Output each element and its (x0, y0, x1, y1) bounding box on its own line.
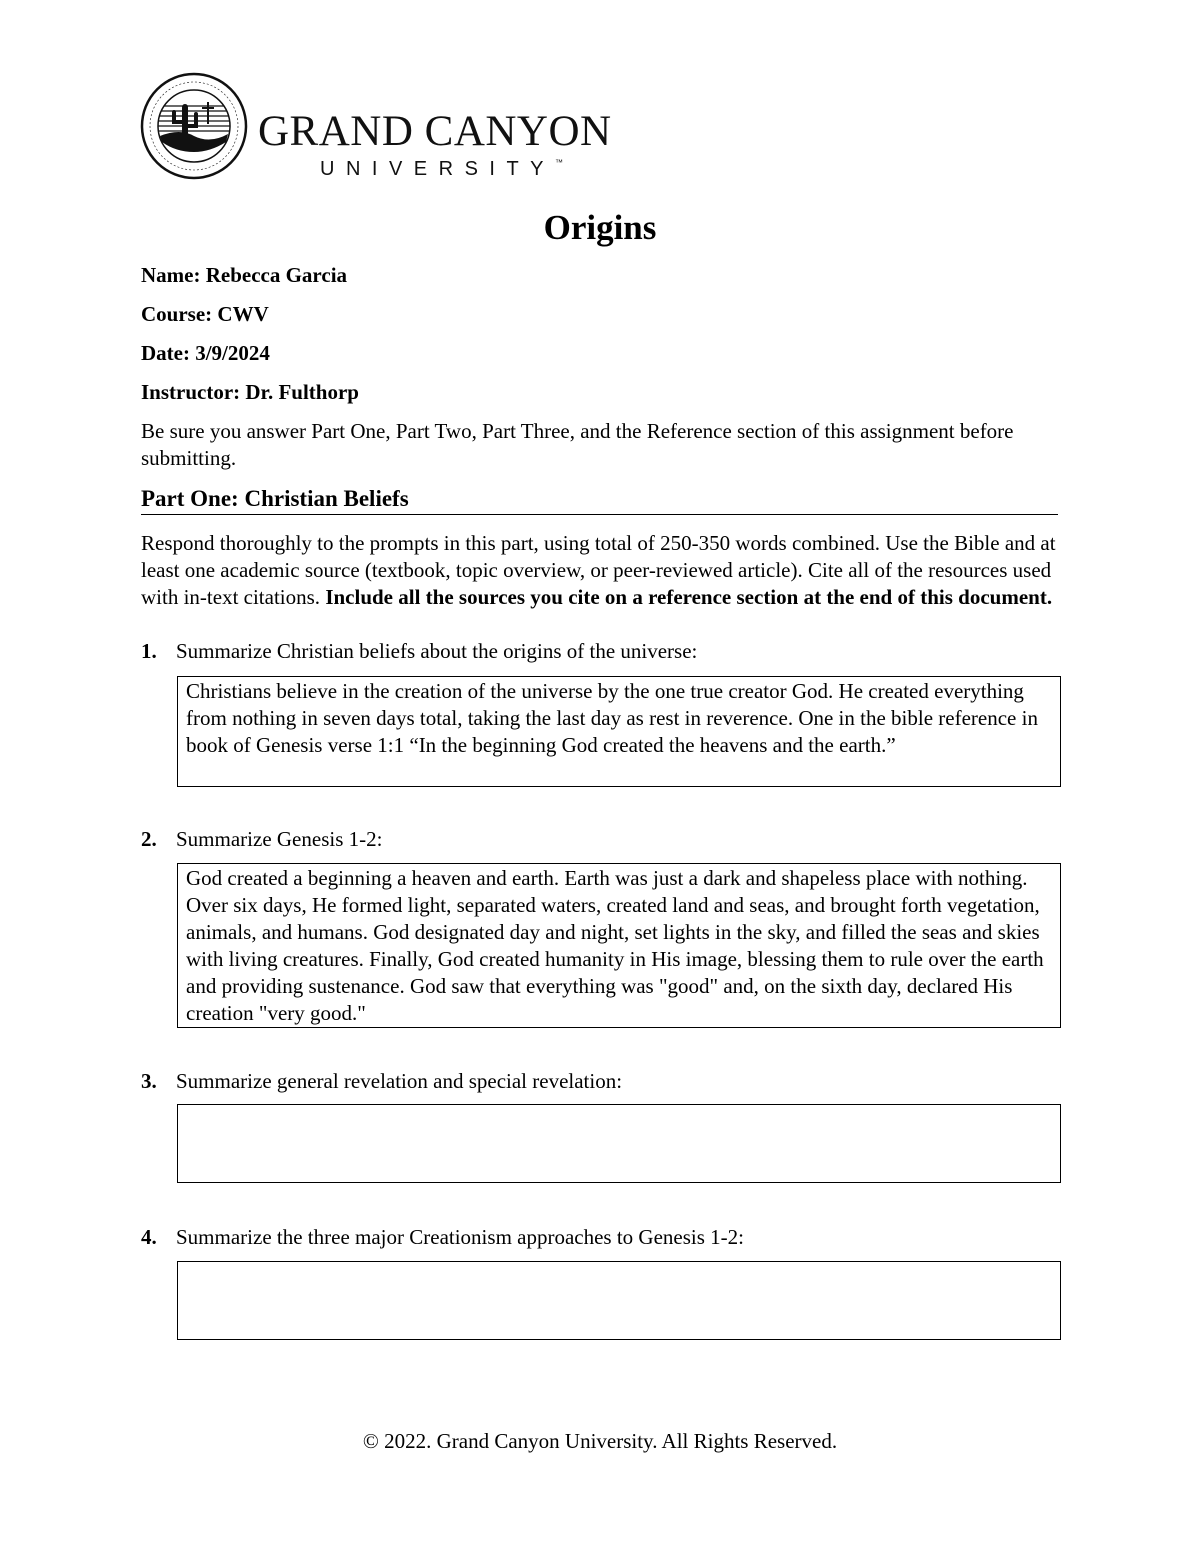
document-title: Origins (543, 208, 657, 247)
answer-box-3[interactable] (177, 1104, 1061, 1183)
question-prompt: Summarize the three major Creationism approaches to Genesis 1-2: (176, 1225, 744, 1249)
question-2 (141, 826, 382, 853)
question-prompt: Summarize Christian beliefs about the origins of the universe: (176, 639, 698, 663)
part-one-instructions (141, 530, 1066, 611)
intro-instructions: Be sure you answer Part One, Part Two, Part Three, and the Reference section of this assignment before submitting. (141, 419, 1014, 470)
wordmark-line1: GRAND CANYON (258, 108, 612, 155)
answer-box-4[interactable] (177, 1261, 1061, 1340)
trademark-symbol: ™ (555, 158, 564, 167)
course: Course: CWV (141, 302, 269, 326)
student-name: Name: Rebecca Garcia (141, 263, 348, 287)
instructions-bold-text: Include all the sources you cite on a reference section at the end of this document. (325, 585, 1053, 609)
date: Date: 3/9/2024 (141, 341, 270, 365)
question-number: 3. (141, 1069, 157, 1093)
answer-box-2[interactable]: God created a beginning a heaven and earth. Earth was just a dark and shapeless place with nothing. Over six days, He formed light, separated waters, created land and seas, and brought forth vegetation, animals, and humans. God designated day and night, set lights in the sky, and filled the seas and skies with living creatures. Finally, God created humanity in His image, blessing them to rule over the earth and providing sustenance. God saw that everything was "good" and, on the sixth day, declared His creation "very good." (177, 863, 1061, 1028)
instructions-text: Respond thoroughly to the prompts in this part, using total of 250-350 words combined. Use the Bible and at least one academic source (textbook, topic overview, or peer-reviewed article). Cite all of the resources used with in-text citations. (141, 531, 1056, 609)
university-logo (140, 72, 620, 180)
question-number: 2. (141, 827, 157, 851)
part-one-heading: Part One: Christian Beliefs (141, 484, 1058, 515)
question-prompt: Summarize general revelation and special revelation: (176, 1069, 623, 1093)
answer-box-1[interactable]: Christians believe in the creation of the universe by the one true creator God. He created everything from nothing in seven days total, taking the last day as rest in reverence. One in the bible reference in book of Genesis verse 1:1 “In the beginning God created the heavens and the earth.” (177, 676, 1061, 787)
university-seal-icon (140, 72, 248, 180)
wordmark (258, 110, 612, 179)
question-4 (141, 1224, 744, 1251)
question-number: 1. (141, 639, 157, 663)
question-3 (141, 1068, 622, 1095)
copyright-footer: © 2022. Grand Canyon University. All Rights Reserved. (362, 1429, 838, 1453)
question-number: 4. (141, 1225, 157, 1249)
instructor: Instructor: Dr. Fulthorp (141, 380, 359, 404)
question-1 (141, 638, 697, 665)
question-prompt: Summarize Genesis 1-2: (176, 827, 383, 851)
wordmark-line2 (320, 159, 612, 179)
wordmark-university: UNIVERSITY (320, 158, 556, 180)
